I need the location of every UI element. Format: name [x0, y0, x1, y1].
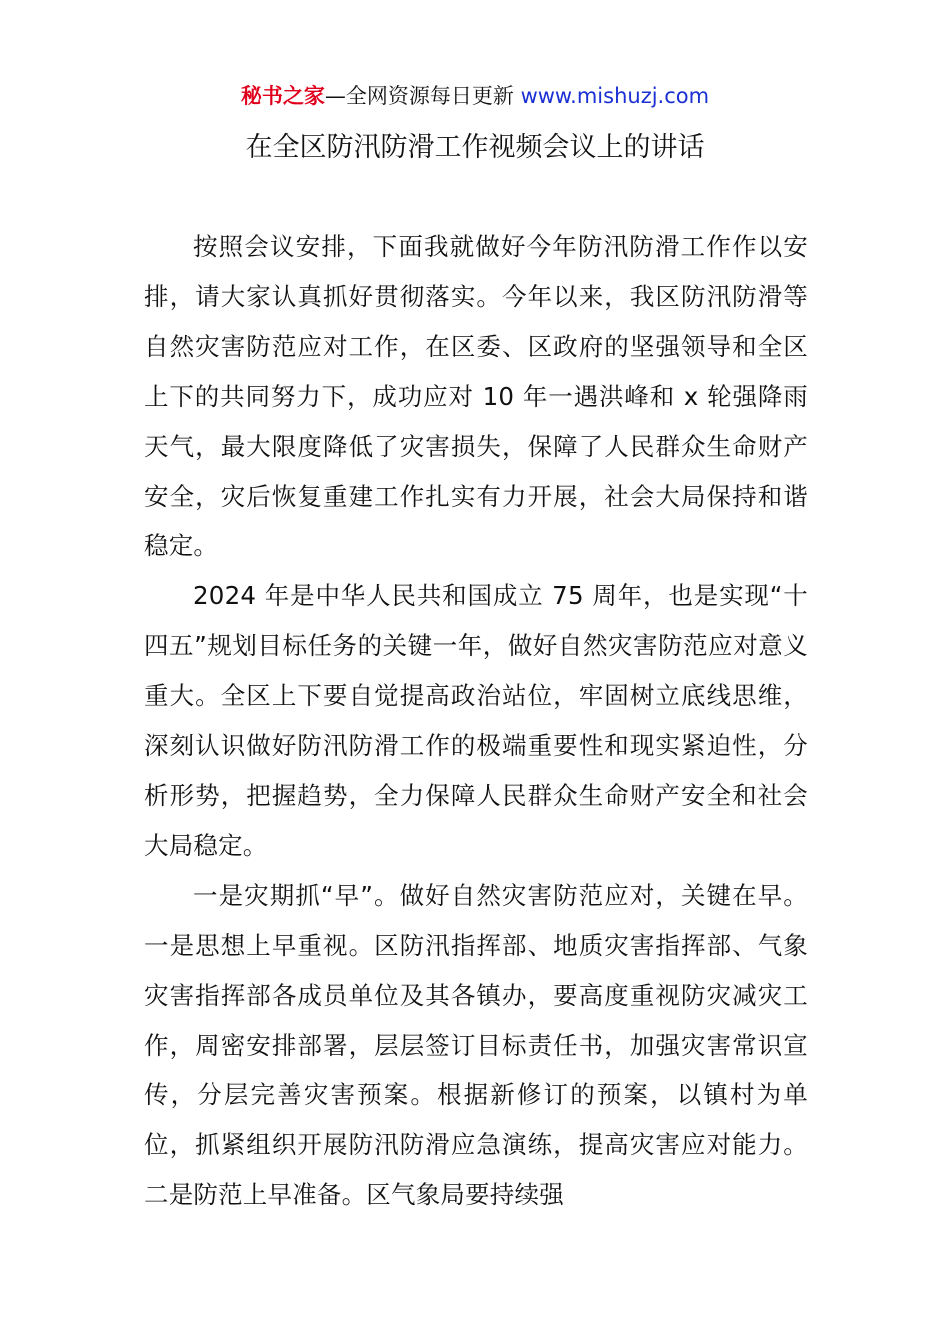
brand-name: 秘书之家: [240, 84, 325, 108]
paragraph-early-action: 一是灾期抓“早”。做好自然灾害防范应对，关键在早。一是思想上早重视。区防汛指挥部、地质灾害指挥部、气象灾害指挥部各成员单位及其各镇办，要高度重视防灾减灾工作，周密安排部署，层层签订目标责任书，加强灾害常识宣传，分层完善灾害预案。根据新修订的预案，以镇村为单位，抓紧组织开展防汛防滑应急演练，提高灾害应对能力。二是防范上早准备。区气象局要持续强: [144, 880, 808, 1210]
document-body: [144, 222, 808, 1220]
site-header: [0, 80, 950, 112]
document-title: 在全区防汛防滑工作视频会议上的讲话: [245, 132, 705, 163]
header-tagline: —全网资源每日更新: [324, 84, 521, 108]
site-url-link[interactable]: www.mishuzj.com: [520, 84, 710, 108]
paragraph-significance: 2024 年是中华人民共和国成立 75 周年，也是实现“十四五”规划目标任务的关键一年，做好自然灾害防范应对意义重大。全区上下要自觉提高政治站位，牢固树立底线思维，深刻认识做好防汛防滑工作的极端重要性和现实紧迫性，分析形势，把握趋势，全力保障人民群众生命财产安全和社会大局稳定。: [144, 581, 808, 860]
paragraph-intro: 按照会议安排，下面我就做好今年防汛防滑工作作以安排，请大家认真抓好贯彻落实。今年以来，我区防汛防滑等自然灾害防范应对工作，在区委、区政府的坚强领导和全区上下的共同努力下，成功应对 10 年一遇洪峰和 x 轮强降雨天气，最大限度降低了灾害损失，保障了人民群众生命财产安全，灾后恢复重建工作扎实有力开展，社会大局保持和谐稳定。: [144, 232, 808, 561]
